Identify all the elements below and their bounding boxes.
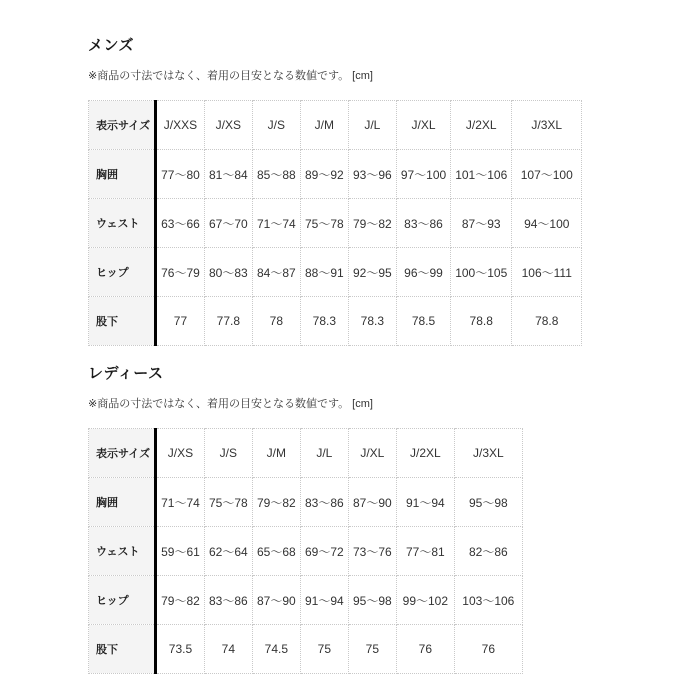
mens-chest-cell: 77〜80: [156, 150, 205, 199]
ladies-inseam-cell: 75: [300, 625, 348, 674]
mens-size-header-cell: J/2XL: [451, 101, 512, 150]
mens-inseam-cell: 78.3: [300, 297, 348, 346]
mens-waist-cell: 67〜70: [204, 199, 252, 248]
mens-waist-cell: 79〜82: [348, 199, 396, 248]
ladies-chest-cell: 83〜86: [300, 478, 348, 527]
ladies-size-header-cell: J/M: [252, 429, 300, 478]
mens-size-table: [88, 100, 582, 346]
table-row: [89, 527, 523, 576]
ladies-waist-cell: 82〜86: [454, 527, 522, 576]
mens-size-header-cell: J/XS: [204, 101, 252, 150]
table-row: [89, 576, 523, 625]
ladies-waist-cell: 77〜81: [396, 527, 454, 576]
ladies-section-title: レディース: [88, 365, 164, 382]
mens-waist-cell: 71〜74: [252, 199, 300, 248]
mens-size-header-cell: J/3XL: [512, 101, 582, 150]
ladies-hip-cell: 87〜90: [252, 576, 300, 625]
ladies-chest-cell: 95〜98: [454, 478, 522, 527]
mens-size-row-label: 表示サイズ: [89, 101, 156, 150]
mens-chest-cell: 81〜84: [204, 150, 252, 199]
ladies-inseam-cell: 73.5: [156, 625, 205, 674]
mens-chest-cell: 85〜88: [252, 150, 300, 199]
mens-hip-cell: 100〜105: [451, 248, 512, 297]
ladies-chest-cell: 71〜74: [156, 478, 205, 527]
ladies-hip-cell: 83〜86: [204, 576, 252, 625]
mens-inseam-cell: 78.3: [348, 297, 396, 346]
mens-inseam-cell: 77.8: [204, 297, 252, 346]
table-row: [89, 625, 523, 674]
mens-inseam-cell: 78: [252, 297, 300, 346]
ladies-section: [88, 362, 680, 674]
mens-chest-cell: 89〜92: [300, 150, 348, 199]
ladies-hip-cell: 79〜82: [156, 576, 205, 625]
mens-inseam-row-label: 股下: [89, 297, 156, 346]
ladies-measurement-note: ※商品の寸法ではなく、着用の目安となる数値です。 [cm]: [88, 398, 373, 410]
mens-waist-cell: 94〜100: [512, 199, 582, 248]
mens-hip-cell: 76〜79: [156, 248, 205, 297]
ladies-inseam-cell: 76: [396, 625, 454, 674]
mens-chest-cell: 97〜100: [396, 150, 450, 199]
ladies-hip-row-label: ヒップ: [89, 576, 156, 625]
ladies-chest-cell: 79〜82: [252, 478, 300, 527]
ladies-hip-cell: 95〜98: [348, 576, 396, 625]
mens-inseam-cell: 78.8: [512, 297, 582, 346]
ladies-size-row-label: 表示サイズ: [89, 429, 156, 478]
ladies-inseam-row-label: 股下: [89, 625, 156, 674]
ladies-inseam-cell: 76: [454, 625, 522, 674]
mens-inseam-cell: 78.5: [396, 297, 450, 346]
ladies-chest-cell: 87〜90: [348, 478, 396, 527]
table-row: [89, 478, 523, 527]
mens-hip-cell: 88〜91: [300, 248, 348, 297]
mens-section: [88, 34, 680, 346]
ladies-size-table: [88, 428, 523, 674]
ladies-waist-cell: 69〜72: [300, 527, 348, 576]
ladies-chest-cell: 91〜94: [396, 478, 454, 527]
mens-waist-cell: 75〜78: [300, 199, 348, 248]
ladies-inseam-cell: 75: [348, 625, 396, 674]
mens-waist-cell: 83〜86: [396, 199, 450, 248]
ladies-waist-cell: 62〜64: [204, 527, 252, 576]
ladies-inseam-cell: 74.5: [252, 625, 300, 674]
ladies-chest-row-label: 胸囲: [89, 478, 156, 527]
table-row: [89, 101, 582, 150]
mens-chest-cell: 107〜100: [512, 150, 582, 199]
table-row: [89, 150, 582, 199]
ladies-size-header-cell: J/XS: [156, 429, 205, 478]
ladies-hip-cell: 103〜106: [454, 576, 522, 625]
ladies-waist-cell: 59〜61: [156, 527, 205, 576]
ladies-size-header-cell: J/S: [204, 429, 252, 478]
mens-size-header-cell: J/XXS: [156, 101, 205, 150]
mens-size-header-cell: J/L: [348, 101, 396, 150]
mens-measurement-note: ※商品の寸法ではなく、着用の目安となる数値です。 [cm]: [88, 70, 373, 82]
mens-chest-cell: 93〜96: [348, 150, 396, 199]
mens-chest-cell: 101〜106: [451, 150, 512, 199]
ladies-size-header-cell: J/3XL: [454, 429, 522, 478]
ladies-inseam-cell: 74: [204, 625, 252, 674]
mens-waist-cell: 87〜93: [451, 199, 512, 248]
ladies-size-header-cell: J/2XL: [396, 429, 454, 478]
mens-hip-cell: 80〜83: [204, 248, 252, 297]
mens-hip-cell: 84〜87: [252, 248, 300, 297]
ladies-waist-cell: 65〜68: [252, 527, 300, 576]
mens-inseam-cell: 77: [156, 297, 205, 346]
ladies-hip-cell: 99〜102: [396, 576, 454, 625]
mens-chest-row-label: 胸囲: [89, 150, 156, 199]
ladies-hip-cell: 91〜94: [300, 576, 348, 625]
mens-section-title: メンズ: [88, 37, 135, 54]
mens-size-header-cell: J/M: [300, 101, 348, 150]
ladies-size-header-cell: J/L: [300, 429, 348, 478]
ladies-size-header-cell: J/XL: [348, 429, 396, 478]
ladies-waist-cell: 73〜76: [348, 527, 396, 576]
ladies-chest-cell: 75〜78: [204, 478, 252, 527]
ladies-waist-row-label: ウェスト: [89, 527, 156, 576]
mens-hip-cell: 106〜111: [512, 248, 582, 297]
mens-waist-row-label: ウェスト: [89, 199, 156, 248]
table-row: [89, 429, 523, 478]
mens-hip-row-label: ヒップ: [89, 248, 156, 297]
mens-hip-cell: 92〜95: [348, 248, 396, 297]
mens-hip-cell: 96〜99: [396, 248, 450, 297]
table-row: [89, 297, 582, 346]
mens-size-header-cell: J/S: [252, 101, 300, 150]
table-row: [89, 199, 582, 248]
mens-inseam-cell: 78.8: [451, 297, 512, 346]
mens-waist-cell: 63〜66: [156, 199, 205, 248]
mens-size-header-cell: J/XL: [396, 101, 450, 150]
table-row: [89, 248, 582, 297]
